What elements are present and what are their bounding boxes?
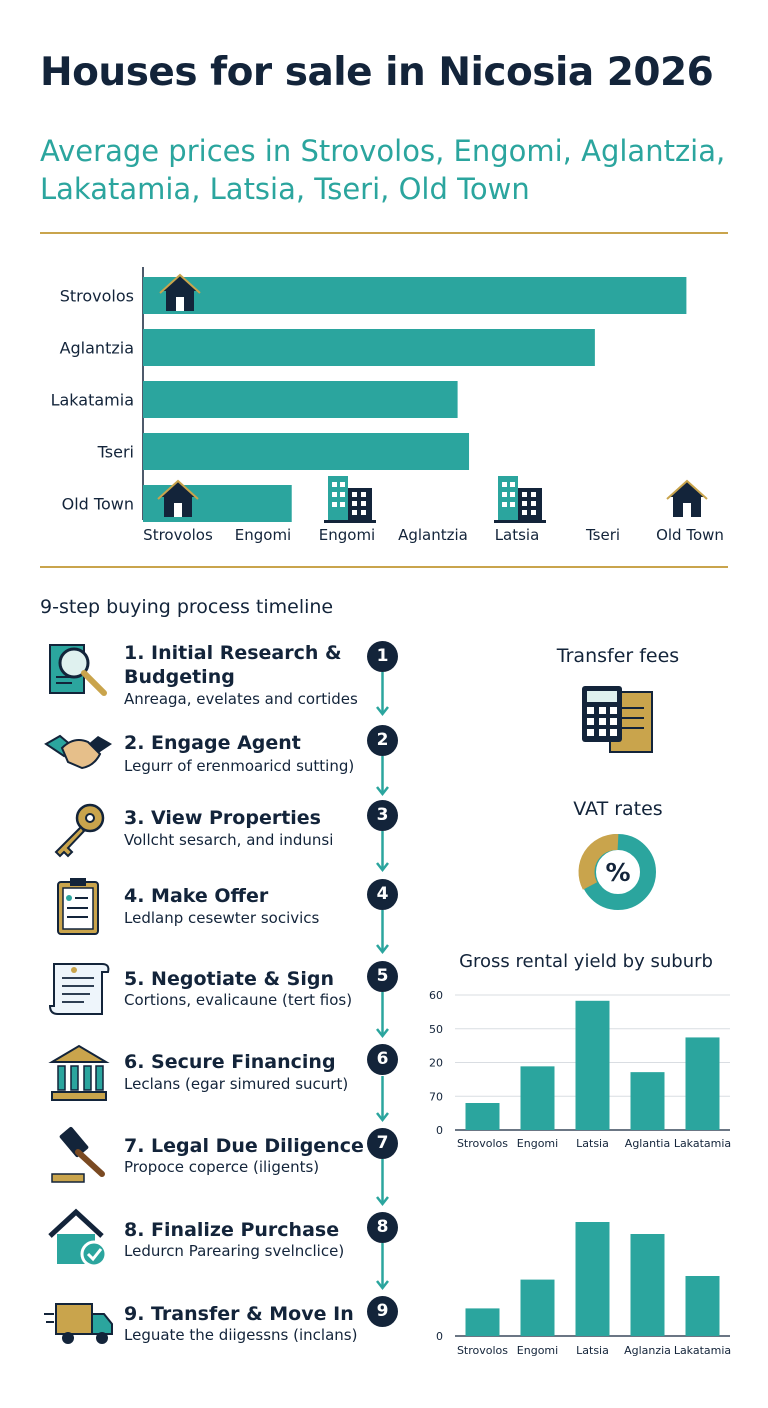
bar-aglanzia: [631, 1234, 665, 1336]
bar-engomi: [521, 1066, 555, 1130]
step-3-title: 3. View Properties: [124, 807, 321, 829]
key-icon: [44, 800, 114, 862]
moving-truck-icon: [44, 1292, 114, 1354]
step-5-badge: 5: [367, 961, 398, 992]
x-tick-label: Aglanzia: [624, 1344, 671, 1357]
y-tick-label: 60: [429, 989, 443, 1002]
x-tick-label: Strovolos: [456, 1137, 509, 1150]
clipboard-icon: [44, 876, 114, 938]
step-3-desc: Vollcht sesarch, and indunsi: [124, 831, 334, 849]
bar-engomi: [521, 1280, 555, 1336]
hbar-aglantzia: [143, 329, 595, 366]
house-check-icon: [44, 1208, 114, 1270]
step-8-title: 8. Finalize Purchase: [124, 1219, 340, 1241]
bar-strovolos: [466, 1103, 500, 1130]
step-5-desc: Cortions, evalicaune (tert fios): [124, 991, 353, 1009]
page-title: Houses for sale in Nicosia 2026: [40, 50, 714, 95]
x-tick-label: Lakatamia: [673, 1137, 732, 1150]
vat-percent-symbol: %: [605, 858, 631, 887]
bar-aglantia: [631, 1072, 665, 1130]
hbar-lakatamia: [143, 381, 458, 418]
calculator-document-icon: [578, 684, 658, 758]
y-tick-label: 50: [429, 1022, 443, 1036]
step-7-badge: 7: [367, 1128, 398, 1159]
bar-lakatamia: [686, 1037, 720, 1130]
bar-latsia: [576, 1222, 610, 1336]
bar-lakatamia: [686, 1276, 720, 1336]
hbar-bottom-label: Latsia: [494, 526, 540, 544]
transfer-fees-label: Transfer fees: [556, 645, 680, 667]
hbar-category-label: Lakatamia: [50, 390, 134, 410]
contract-scroll-icon: [44, 958, 114, 1020]
step-7-title: 7. Legal Due Diligence: [124, 1135, 364, 1157]
divider-middle: [40, 566, 728, 568]
hbar-category-label: Strovolos: [59, 286, 134, 306]
hbar-category-label: Aglantzia: [59, 338, 134, 358]
house-icon: [667, 481, 707, 517]
step-9-title: 9. Transfer & Move In: [124, 1303, 354, 1325]
handshake-icon: [44, 722, 114, 784]
hbar-bottom-label: Old Town: [656, 526, 724, 544]
vat-rates-label: VAT rates: [573, 798, 663, 820]
step-2-title: 2. Engage Agent: [124, 732, 301, 754]
step-6-badge: 6: [367, 1044, 398, 1075]
step-9-desc: Leguate the diigessns (inclans): [124, 1326, 358, 1344]
y-tick-label: 20: [429, 1056, 443, 1070]
step-6-title: 6. Secure Financing: [124, 1051, 336, 1073]
magnifier-document-icon: [44, 641, 114, 703]
building-icon: [494, 476, 546, 523]
step-4-badge: 4: [367, 879, 398, 910]
bank-icon: [44, 1042, 114, 1104]
step-1-desc: Anreaga, evelates and cortides: [124, 690, 358, 708]
step-4-desc: Ledlanp cesewter socivics: [124, 909, 320, 927]
vat-donut-icon: [578, 832, 658, 912]
y-tick-label: 70: [429, 1090, 443, 1104]
step-2-desc: Legurr of erenmoaricd sutting): [124, 757, 355, 775]
hbar-bottom-label: Engomi: [318, 526, 376, 544]
page-subtitle: Average prices in Strovolos, Engomi, Aglantzia, Lakatamia, Latsia, Tseri, Old Town: [40, 134, 726, 206]
step-4-title: 4. Make Offer: [124, 885, 269, 907]
step-1-badge: 1: [367, 641, 398, 672]
hbar-bottom-label: Strovolos: [143, 526, 213, 544]
step-6-desc: Leclans (egar simured sucurt): [124, 1075, 349, 1093]
bar-latsia: [576, 1001, 610, 1130]
hbar-category-label: Tseri: [97, 442, 134, 462]
x-tick-label: Engomi: [516, 1137, 559, 1150]
hbar-bottom-label: Aglantzia: [398, 526, 468, 544]
step-1-title: 1. Initial Research & Budgeting: [124, 642, 342, 688]
step-9-badge: 9: [367, 1296, 398, 1327]
y-tick-label: 0: [436, 1124, 443, 1137]
step-8-badge: 8: [367, 1212, 398, 1243]
rental-yield-bar-chart: [420, 940, 768, 1155]
bar-strovolos: [466, 1308, 500, 1336]
gavel-icon: [44, 1124, 114, 1186]
step-7-desc: Propoce coperce (iligents): [124, 1158, 320, 1176]
rental-yield-chart-title: Gross rental yield by suburb: [459, 951, 713, 972]
y-tick-label: 0: [436, 1330, 443, 1343]
suburb-bar-chart-2: [420, 1200, 768, 1365]
hbar-bottom-label: Engomi: [234, 526, 292, 544]
building-icon: [324, 476, 376, 523]
step-2-badge: 2: [367, 725, 398, 756]
x-tick-label: Strovolos: [456, 1344, 509, 1357]
step-3-badge: 3: [367, 800, 398, 831]
hbar-bottom-label: Tseri: [585, 526, 621, 544]
x-tick-label: Engomi: [516, 1344, 559, 1357]
x-tick-label: Latsia: [576, 1344, 609, 1357]
divider-top: [40, 232, 728, 234]
average-price-bar-chart: [0, 262, 768, 552]
step-8-desc: Ledurcn Parearing svelnclice): [124, 1242, 345, 1260]
hbar-category-label: Old Town: [61, 494, 134, 514]
hbar-strovolos: [143, 277, 686, 314]
hbar-tseri: [143, 433, 469, 470]
timeline-heading: 9-step buying process timeline: [40, 596, 334, 618]
step-5-title: 5. Negotiate & Sign: [124, 968, 335, 990]
x-tick-label: Latsia: [576, 1137, 609, 1150]
x-tick-label: Lakatamia: [673, 1344, 732, 1357]
x-tick-label: Aglantia: [624, 1137, 671, 1150]
